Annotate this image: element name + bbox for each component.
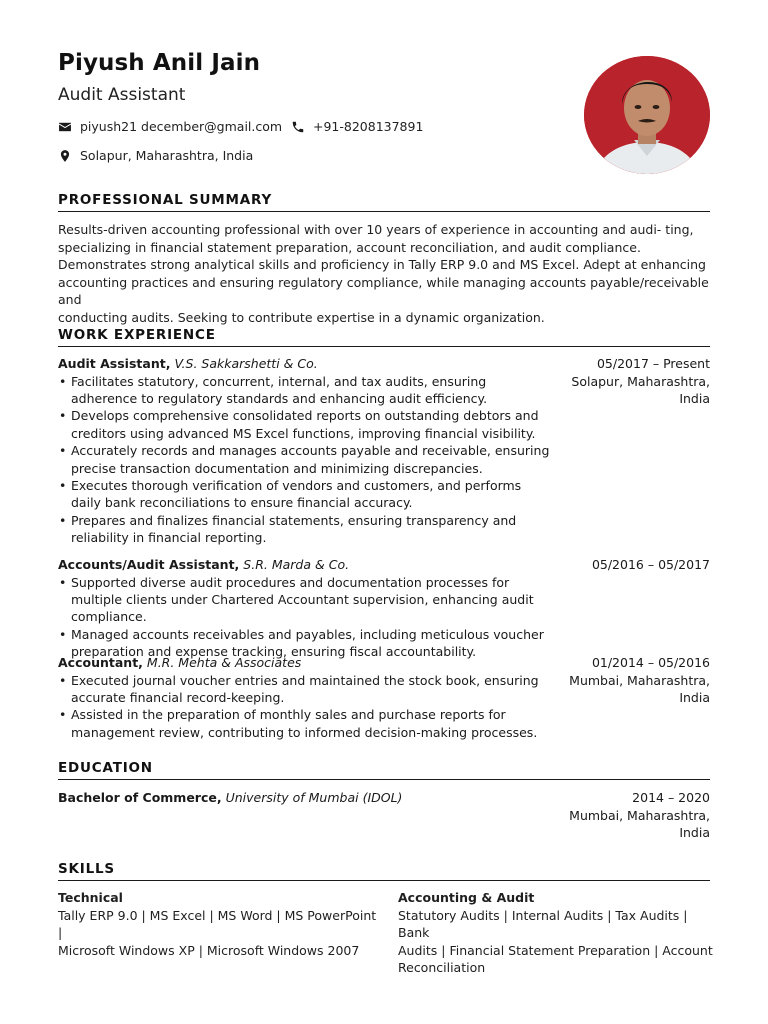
job-meta <box>560 654 710 707</box>
job-entry <box>58 355 710 547</box>
job-location: Mumbai, Maharashtra, <box>569 672 710 688</box>
bullet-item: • Accurately records and manages accounts payable and receivable, ensuring precise transaction documentation and minimizing discrepancies. <box>71 442 551 477</box>
bullet-item: • Managed accounts receivables and payables, including meticulous voucher preparation and expense tracking, ensuring fiscal accountability. <box>71 626 551 661</box>
profile-photo <box>584 56 710 174</box>
job-dates: 05/2016 – 05/2017 <box>591 557 710 572</box>
skills-line: Tally ERP 9.0 | MS Excel | MS Word | MS PowerPoint | <box>58 907 377 940</box>
summary-line: accounting practices and ensuring regulatory compliance, while managing accounts payable/receivable and <box>58 274 709 307</box>
skills-line: Microsoft Windows XP | Microsoft Windows 2007 <box>58 942 360 958</box>
envelope-icon <box>58 120 72 134</box>
job-entry <box>58 654 710 741</box>
summary-line: Demonstrates strong analytical skills and proficiency in Tally ERP 9.0 and MS Excel. Adept at enhancing <box>58 257 706 272</box>
skills-technical <box>58 889 378 959</box>
skills-heading: SKILLS <box>58 861 710 881</box>
job-company: S.R. Marda & Co. <box>243 557 350 572</box>
candidate-role: Audit Assistant <box>58 85 186 105</box>
education-heading: EDUCATION <box>58 760 710 780</box>
job-location-country: India <box>679 391 710 406</box>
job-meta <box>560 355 710 408</box>
education-location-country: India <box>679 825 710 840</box>
job-company: V.S. Sakkarshetti & Co. <box>174 356 318 371</box>
job-dates: 01/2014 – 05/2016 <box>591 655 710 670</box>
job-title: Audit Assistant, <box>58 356 171 371</box>
summary-line: conducting audits. Seeking to contribute expertise in a dynamic organization. <box>58 309 545 325</box>
map-pin-icon <box>58 149 72 163</box>
phone-icon <box>291 120 305 134</box>
bullet-item: • Prepares and finalizes financial statements, ensuring transparency and reliability in financial reporting. <box>71 512 551 547</box>
location-text: Solapur, Maharashtra, India <box>80 148 254 163</box>
skills-line: Reconciliation <box>398 960 486 975</box>
skills-line: Audits | Financial Statement Preparation | Account <box>398 942 713 958</box>
education-meta <box>560 789 710 842</box>
bullet-item: • Executed journal voucher entries and maintained the stock book, ensuring accurate financial record-keeping. <box>71 672 551 707</box>
bullet-item: • Assisted in the preparation of monthly sales and purchase reports for management review, contributing to informed decision-making processes. <box>71 706 551 741</box>
bullet-item: • Facilitates statutory, concurrent, internal, and tax audits, ensuring adherence to regulatory standards and enhancing audit efficiency. <box>71 373 551 408</box>
summary-line: specializing in financial statement preparation, account reconciliation, and audit compliance. <box>58 239 641 255</box>
bullet-item: • Supported diverse audit procedures and documentation processes for multiple clients under Chartered Accountant supervision, enhancing audit compliance. <box>71 574 551 626</box>
phone-contact <box>291 119 423 134</box>
school: University of Mumbai (IDOL) <box>225 790 403 805</box>
skills-category-label: Accounting & Audit <box>398 890 535 905</box>
bullet-item: • Develops comprehensive consolidated reports on outstanding debtors and creditors using advanced MS Excel functions, improving financial visibility. <box>71 407 551 442</box>
skills-line: Statutory Audits | Internal Audits | Tax Audits | Bank <box>398 907 688 940</box>
job-location-country: India <box>679 690 710 705</box>
job-bullets <box>58 373 551 547</box>
portrait-image <box>584 56 710 174</box>
phone-text: +91-8208137891 <box>313 119 424 134</box>
job-bullets <box>58 672 551 742</box>
job-title: Accounts/Audit Assistant, <box>58 557 240 572</box>
email-text: piyush21 december@gmail.com <box>80 119 283 134</box>
job-bullets <box>58 574 551 661</box>
professional-summary <box>58 221 710 326</box>
job-entry <box>58 556 710 661</box>
job-location: Solapur, Maharashtra, <box>571 373 710 389</box>
skills-category-label: Technical <box>58 890 123 905</box>
bullet-item: • Executes thorough verification of vendors and customers, and performs daily bank reconciliations to ensure financial accuracy. <box>71 477 551 512</box>
skills-accounting <box>398 889 718 977</box>
job-dates: 05/2017 – Present <box>596 356 710 371</box>
job-meta <box>560 556 710 574</box>
location-contact <box>58 148 253 163</box>
candidate-name: Piyush Anil Jain <box>58 50 261 76</box>
education-dates: 2014 – 2020 <box>632 790 710 805</box>
job-company: M.R. Mehta & Associates <box>146 655 302 670</box>
job-title: Accountant, <box>58 655 143 670</box>
summary-heading: PROFESSIONAL SUMMARY <box>58 192 710 212</box>
summary-line: Results-driven accounting professional with over 10 years of experience in accounting and audi- ting, <box>58 222 694 237</box>
experience-heading: WORK EXPERIENCE <box>58 327 710 347</box>
education-location: Mumbai, Maharashtra, <box>569 807 710 823</box>
degree: Bachelor of Commerce, <box>58 790 222 805</box>
education-entry <box>58 789 710 840</box>
email-contact <box>58 119 282 134</box>
